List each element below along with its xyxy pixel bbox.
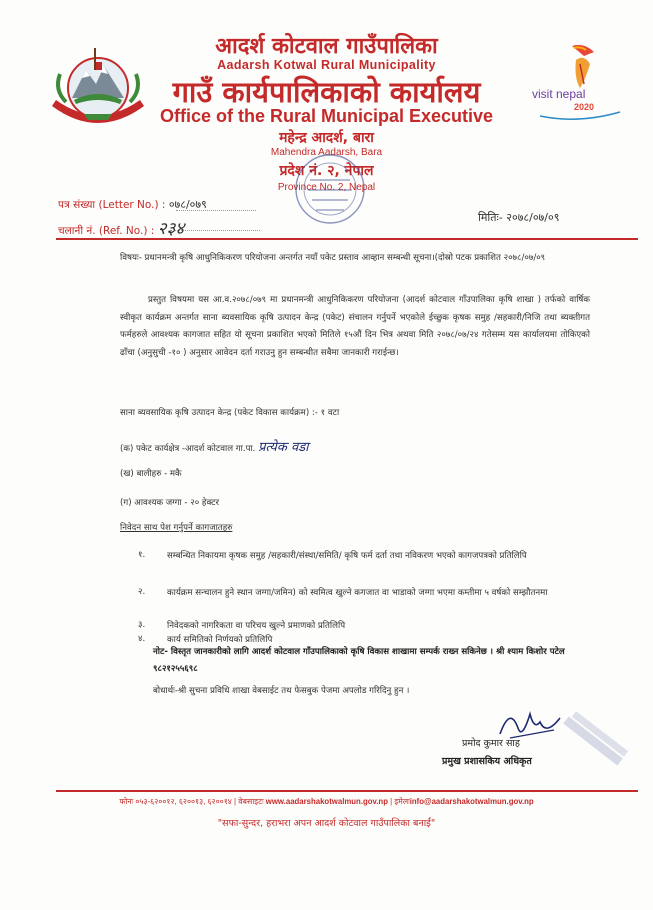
ref-no-underline [170,230,260,231]
program-line: साना ब्यवसायिक कृषि उत्पादन केन्द्र (पकेट विकास कार्यक्रम) :- १ वटा [120,408,340,418]
doc-4-number: ४. [138,634,146,644]
ref-no-value: २३४ [157,219,185,239]
phone-value: ०५३-६२००१२, ६२००१३, ६२००१४ [135,797,232,806]
municipality-name-np: आदर्श कोटवाल गाउँपालिका [215,34,438,59]
contact-note: नोट- विस्तृत जानकारीको लागि आदर्श कोटवाल गाँउपालिकाको कृषि विकास शाखामा सम्पर्क राख्न सकिनेछ । श्री श्याम किशोर पटेल ९८२१२५५६९८ [153,647,565,674]
email-label: इमेलः [394,797,410,806]
municipality-name-en: Aadarsh Kotwal Rural Municipality [217,58,436,72]
footer-divider [56,790,638,792]
phone-label: फोनः [119,797,134,806]
doc-4-text: कार्य समितिको निर्णयको प्रतिलिपि [167,635,273,645]
subject-line [120,250,580,267]
area-line [120,437,309,455]
address-np: महेन्द्र आदर्श, बारा [279,130,374,146]
date-row [478,210,559,225]
svg-text:2020: 2020 [574,102,595,112]
footer-contact: फोनः ०५३-६२००१२, ६२००१३, ६२००१४ | वेबसाइटः www.aadarshakotwalmun.gov.np | इमेलःinfo@aadarshakotwalmun.gov.np [119,797,534,806]
documents-heading: निवेदन साथ पेश गर्नुपर्ने कागजातहरु [120,523,233,533]
doc-3-number: ३. [138,620,146,630]
header-divider [56,238,638,240]
doc-1-number: १. [138,550,146,560]
body-paragraph: प्रस्तुत विषयमा यस आ.व.२०७८/०७९ मा प्रधानमन्त्री आधुनिकिकरण परियोजना (आदर्श कोटवाल गाँउपालिका कृषि शाखा ) तर्फको वार्षिक स्वीकृत कार्यक्रम अन्तर्गत साना ब्यवसायिक कृषि उत्पादन केन्द्र (पकेट) संचालन गर्नुपर्ने भएकोले ईच्छुक कृषक समुह /सहकारी/निजि तथा ब्यक्तीगत फर्महरुले आवश्यक कागजात सहित यो सूचना प्रकाशित भएको मितिले १५औं दिन भित्र अथवा मिति २०७८/०७/२४ गतेसम्म यस कार्यालयमा तोकिएको ढाँचा (अनुसुची -१० ) अनुसार आवेदन दर्ता गराउनु हुन सम्बन्धीत सबैमा जानकारी गराईन्छ। [120,295,590,358]
doc-1-text: सम्बन्धित निकायमा कृषक समुह /सहकारी/संस्था/समिति/ कृषि फर्म दर्ता तथा नविकरण भएको कागजपत्रको प्रतिलिपि [167,551,527,561]
signatory-designation: प्रमुख प्रशासकिय अधिकृत [442,756,532,767]
ref-no-label: चलानी नं. (Ref. No.) : [58,225,155,237]
doc-3-text: निवेदकको नागरिकता वा परिचय खुल्ने प्रमाणको प्रतिलिपि [167,621,346,631]
doc-2-text: कार्यक्रम सन्चालन हुने स्थान जग्गा/जमिन) को स्वमित्व खुल्ने कगजात वा भाडाको जग्गा भएमा कम्तीमा ५ वर्षको सम्झौतनमा [167,588,548,598]
letter-no-value: ०७८/०७९ [168,198,207,211]
province-np: प्रदेश नं. २, नेपाल [279,163,374,179]
area-handwritten-value: प्रत्येक वडा [258,440,309,455]
letter-no-label: पत्र संख्या (Letter No.) : [58,199,166,211]
website-label: वेबसाइटः [238,797,264,806]
letter-no-underline [176,210,256,211]
area-label: (क) पकेट कार्यक्षेत्र -आदर्श कोटवाल गा.पा. [120,444,256,454]
office-name-np: गाउँ कार्यपालिकाको कार्यालय [172,75,481,109]
date-label: मितिः- [478,211,503,224]
email-link[interactable]: info@aadarshakotwalmun.gov.np [409,797,534,806]
land-line: (ग) आवश्यक जग्गा - २० हेक्टर [120,498,219,508]
address-en: Mahendra Aadarsh, Bara [270,147,383,158]
crop-line: (ख) बालीहरु - मकै [120,469,182,479]
ref-no-row [58,216,184,239]
doc-2-number: २. [138,587,146,597]
svg-text:visit nepal: visit nepal [532,87,586,101]
website-link[interactable]: www.aadarshakotwalmun.gov.np [265,797,388,806]
province-en: Province No. 2, Nepal [277,182,376,193]
office-name-en: Office of the Rural Municipal Executive [159,106,494,126]
footer-slogan: "सफा-सुन्दर, हराभरा अपन आदर्श कोटवाल गाउँपालिका बनाईं" [217,818,436,829]
subject-text: प्रधानमन्त्री कृषि आधुनिकिकरण परियोजना अन्तर्गत नयाँ पकेट प्रस्ताव आव्हान सम्बन्धी सूचना।(दोस्रो पटक प्रकाशित २०७८/०७/०९ [144,253,546,263]
cc-line: बोधार्थः-श्री सुचना प्रविधि शाखा वेबसाईट तथ फेसबुक पेजमा अपलोड गरिदिनु हुन । [153,686,410,696]
signatory-name: प्रमोद कुमार साह [462,738,520,749]
office-seal-stamp [290,150,370,228]
subject-label: विषयः- [120,253,142,263]
date-value: २०७८/०७/०९ [506,211,560,224]
